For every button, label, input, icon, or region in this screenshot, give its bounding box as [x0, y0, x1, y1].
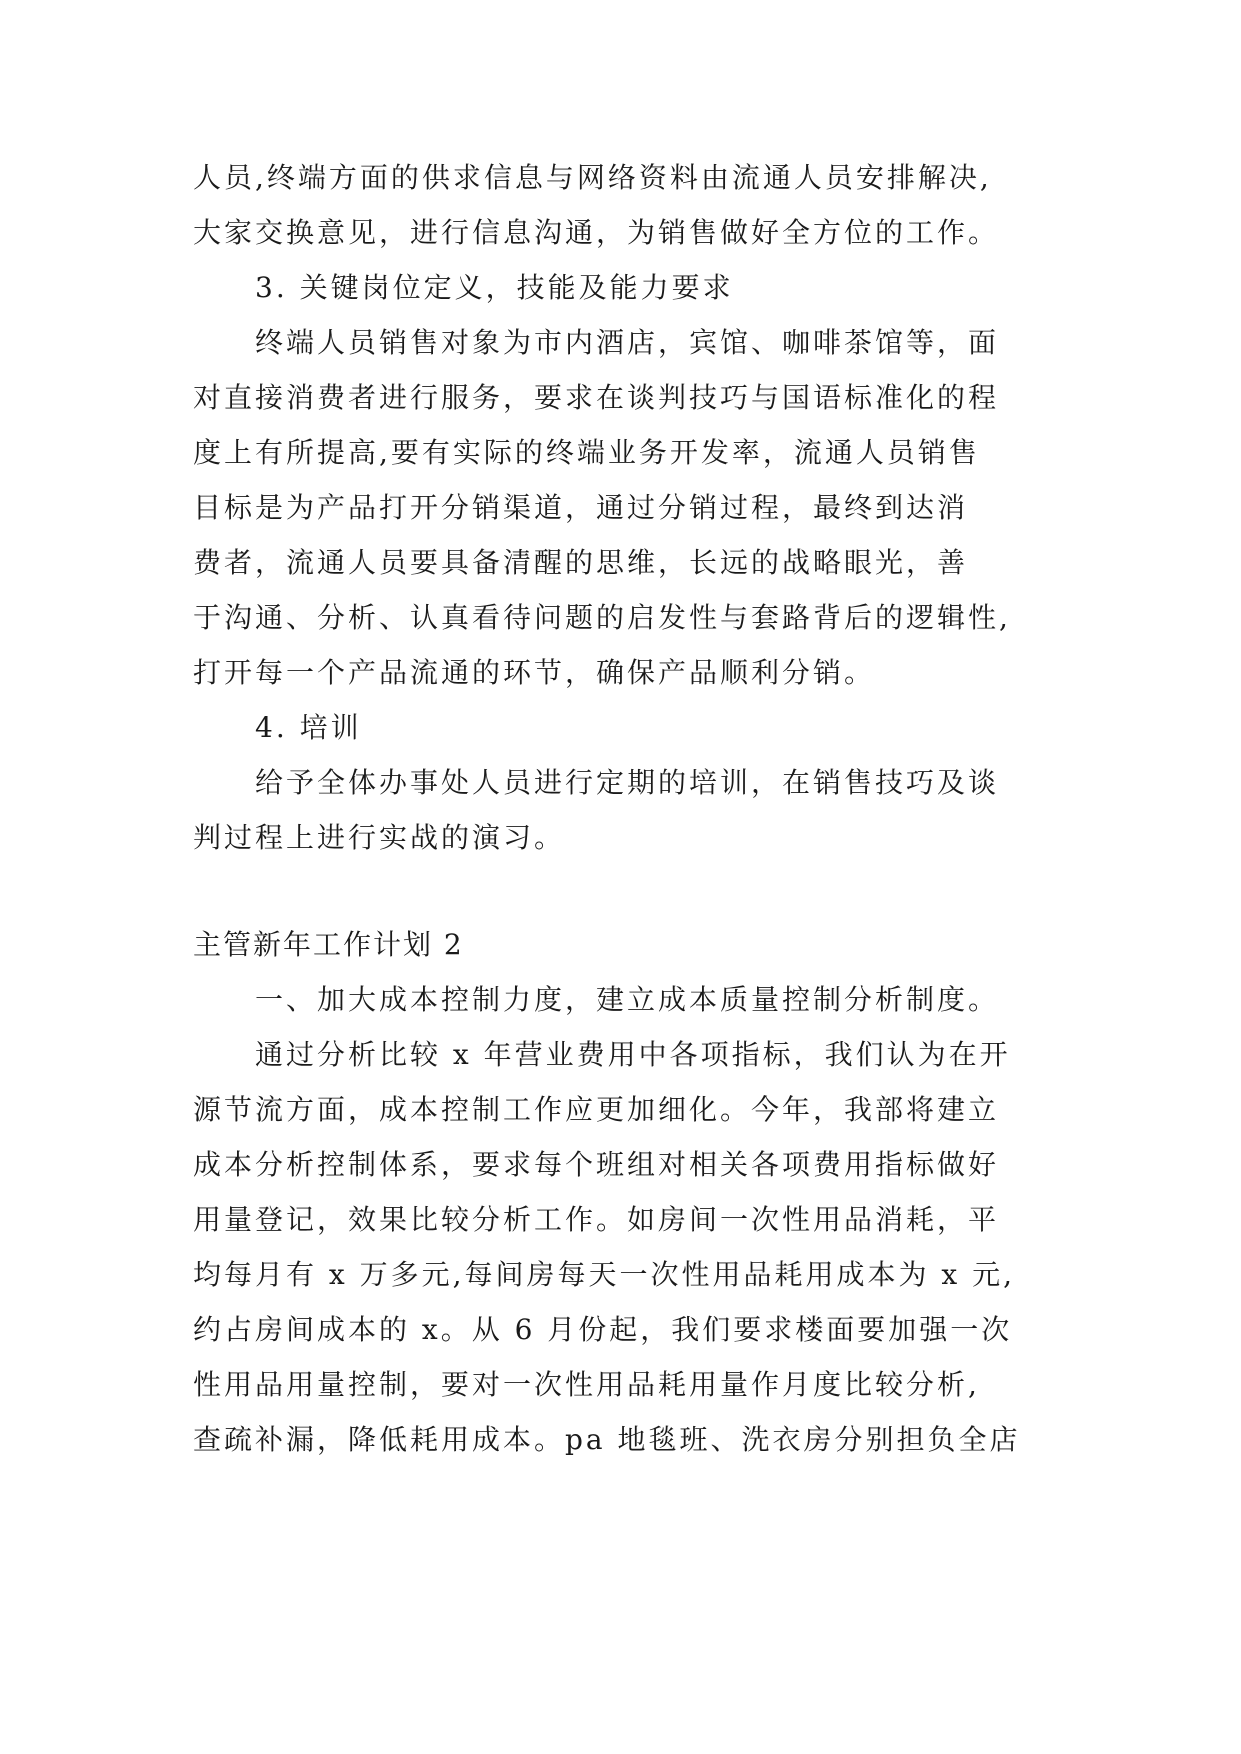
body-line: 对直接消费者进行服务，要求在谈判技巧与国语标准化的程 [193, 381, 1000, 414]
plan-2-title: 主管新年工作计划 2 [193, 928, 464, 961]
body-line: 查疏补漏，降低耗用成本。pa 地毯班、洗衣房分别担负全店 [193, 1423, 1021, 1456]
body-line: 于沟通、分析、认真看待问题的启发性与套路背后的逻辑性, [193, 601, 1011, 634]
body-line: 通过分析比较 x 年营业费用中各项指标，我们认为在开 [255, 1038, 1011, 1071]
body-line: 成本分析控制体系，要求每个班组对相关各项费用指标做好 [193, 1148, 1000, 1181]
body-line: 源节流方面，成本控制工作应更加细化。今年，我部将建立 [193, 1093, 1000, 1126]
item-3-heading: 3. 关键岗位定义，技能及能力要求 [255, 271, 734, 304]
body-line: 大家交换意见，进行信息沟通，为销售做好全方位的工作。 [193, 216, 1000, 249]
plan-2-point-1: 一、加大成本控制力度，建立成本质量控制分析制度。 [255, 983, 1000, 1016]
body-line: 人员,终端方面的供求信息与网络资料由流通人员安排解决, [193, 161, 992, 194]
document-body [193, 150, 1053, 1467]
body-line: 判过程上进行实战的演习。 [193, 821, 566, 854]
body-line: 给予全体办事处人员进行定期的培训，在销售技巧及谈 [255, 766, 1000, 799]
body-line: 目标是为产品打开分销渠道，通过分销过程，最终到达消 [193, 491, 969, 524]
body-line: 均每月有 x 万多元,每间房每天一次性用品耗用成本为 x 元, [193, 1258, 1015, 1291]
body-line: 用量登记，效果比较分析工作。如房间一次性用品消耗，平 [193, 1203, 1000, 1236]
body-line: 约占房间成本的 x。从 6 月份起，我们要求楼面要加强一次 [193, 1313, 1013, 1346]
body-line: 性用品用量控制，要对一次性用品耗用量作月度比较分析, [193, 1368, 980, 1401]
item-4-heading: 4. 培训 [255, 711, 362, 744]
section-spacer [193, 865, 1053, 917]
body-line: 终端人员销售对象为市内酒店，宾馆、咖啡茶馆等，面 [255, 326, 1000, 359]
body-line: 费者，流通人员要具备清醒的思维，长远的战略眼光，善 [193, 546, 969, 579]
body-line: 度上有所提高,要有实际的终端业务开发率，流通人员销售 [193, 436, 980, 469]
body-line: 打开每一个产品流通的环节，确保产品顺利分销。 [193, 656, 876, 689]
